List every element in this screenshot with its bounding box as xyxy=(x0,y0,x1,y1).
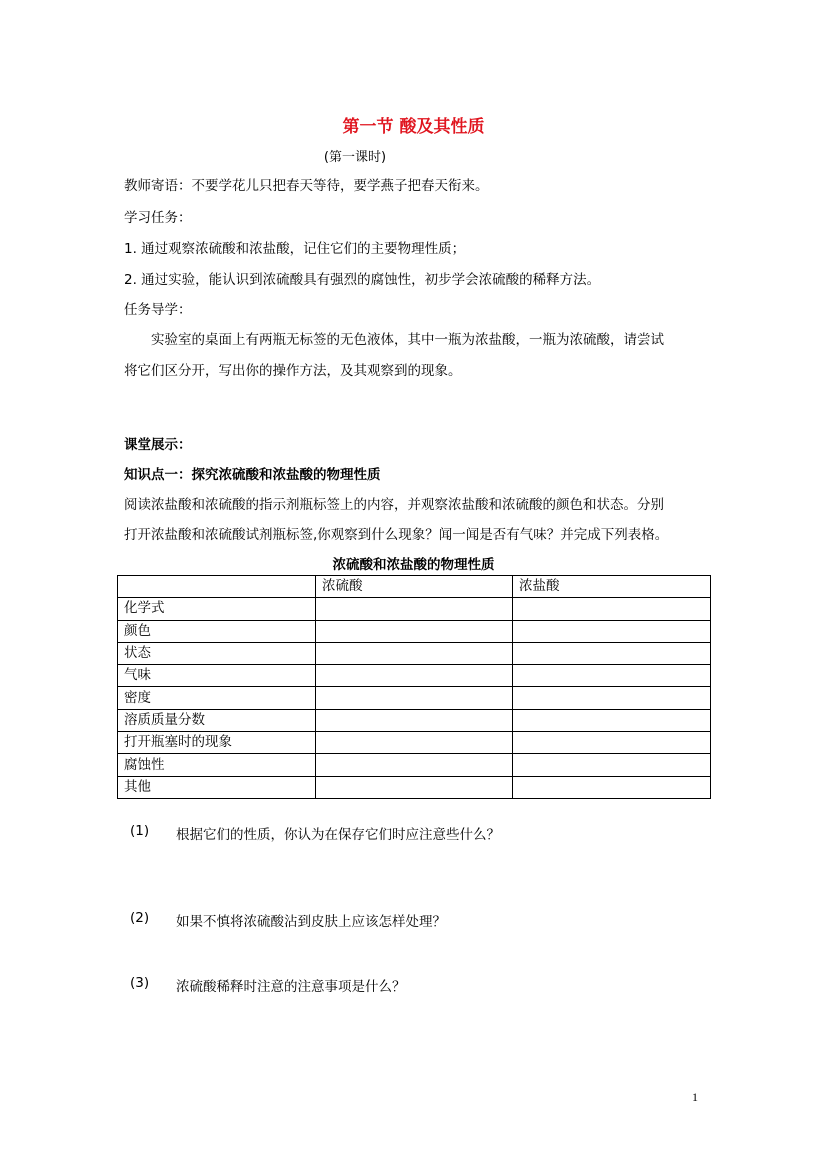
table-row xyxy=(118,620,711,642)
answer-cell[interactable] xyxy=(513,642,711,664)
answer-cell[interactable] xyxy=(513,732,711,754)
answer-cell[interactable] xyxy=(316,709,513,731)
answer-cell[interactable] xyxy=(513,754,711,776)
teacher-message: 教师寄语：不要学花儿只把春天等待，要学燕子把春天衔来。 xyxy=(124,178,489,194)
answer-cell[interactable] xyxy=(316,732,513,754)
table-row xyxy=(118,776,711,798)
answer-cell[interactable] xyxy=(513,709,711,731)
guide-text-line: 实验室的桌面上有两瓶无标签的无色液体，其中一瓶为浓盐酸，一瓶为浓硫酸，请尝试 xyxy=(151,332,664,348)
class-heading: 课堂展示： xyxy=(124,437,192,453)
table-header-cell: 浓硫酸 xyxy=(316,576,513,598)
question-number: (3) xyxy=(130,975,150,991)
row-label: 腐蚀性 xyxy=(118,754,316,776)
table-row xyxy=(118,687,711,709)
answer-cell[interactable] xyxy=(316,642,513,664)
table-row xyxy=(118,754,711,776)
point-text-line: 打开浓盐酸和浓硫酸试剂瓶标签,你观察到什么现象？闻一闻是否有气味？并完成下列表格。 xyxy=(124,527,669,543)
point-text-line: 阅读浓盐酸和浓硫酸的指示剂瓶标签上的内容，并观察浓盐酸和浓硫酸的颜色和状态。分别 xyxy=(124,497,664,513)
row-label: 状态 xyxy=(118,642,316,664)
answer-cell[interactable] xyxy=(513,598,711,620)
answer-cell[interactable] xyxy=(513,687,711,709)
question-text: 浓硫酸稀释时注意的注意事项是什么？ xyxy=(176,979,406,995)
answer-cell[interactable] xyxy=(513,665,711,687)
row-label: 气味 xyxy=(118,665,316,687)
question-number: (1) xyxy=(130,823,150,839)
table-header-row xyxy=(118,576,711,598)
answer-cell[interactable] xyxy=(513,620,711,642)
table-row xyxy=(118,665,711,687)
question-text: 如果不慎将浓硫酸沾到皮肤上应该怎样处理？ xyxy=(176,914,446,930)
answer-cell[interactable] xyxy=(316,620,513,642)
guide-heading: 任务导学： xyxy=(124,302,192,318)
guide-text-line: 将它们区分开，写出你的操作方法，及其观察到的现象。 xyxy=(124,363,462,379)
table-row xyxy=(118,642,711,664)
page-title: 第一节 酸及其性质 xyxy=(342,117,485,137)
table-row xyxy=(118,598,711,620)
table-header-cell: 浓盐酸 xyxy=(513,576,711,598)
table-header-cell xyxy=(118,576,316,598)
table-caption: 浓硫酸和浓盐酸的物理性质 xyxy=(332,557,495,573)
task-item: 2. 通过实验，能认识到浓硫酸具有强烈的腐蚀性，初步学会浓硫酸的稀释方法。 xyxy=(124,272,601,288)
row-label: 打开瓶塞时的现象 xyxy=(118,732,316,754)
question-text: 根据它们的性质，你认为在保存它们时应注意些什么？ xyxy=(176,827,500,843)
answer-cell[interactable] xyxy=(316,687,513,709)
answer-cell[interactable] xyxy=(316,754,513,776)
answer-cell[interactable] xyxy=(513,776,711,798)
lesson-subtitle: (第一课时) xyxy=(323,150,387,165)
table-row xyxy=(118,732,711,754)
row-label: 化学式 xyxy=(118,598,316,620)
row-label: 其他 xyxy=(118,776,316,798)
answer-cell[interactable] xyxy=(316,665,513,687)
answer-cell[interactable] xyxy=(316,776,513,798)
question-number: (2) xyxy=(130,910,150,926)
answer-cell[interactable] xyxy=(316,598,513,620)
task-item: 1. 通过观察浓硫酸和浓盐酸，记住它们的主要物理性质； xyxy=(124,241,466,257)
knowledge-point-heading: 知识点一：探究浓硫酸和浓盐酸的物理性质 xyxy=(124,467,381,483)
tasks-heading: 学习任务： xyxy=(124,210,192,226)
page-number: 1 xyxy=(692,1090,698,1104)
table-row xyxy=(118,709,711,731)
row-label: 溶质质量分数 xyxy=(118,709,316,731)
properties-table xyxy=(117,575,711,799)
row-label: 密度 xyxy=(118,687,316,709)
row-label: 颜色 xyxy=(118,620,316,642)
